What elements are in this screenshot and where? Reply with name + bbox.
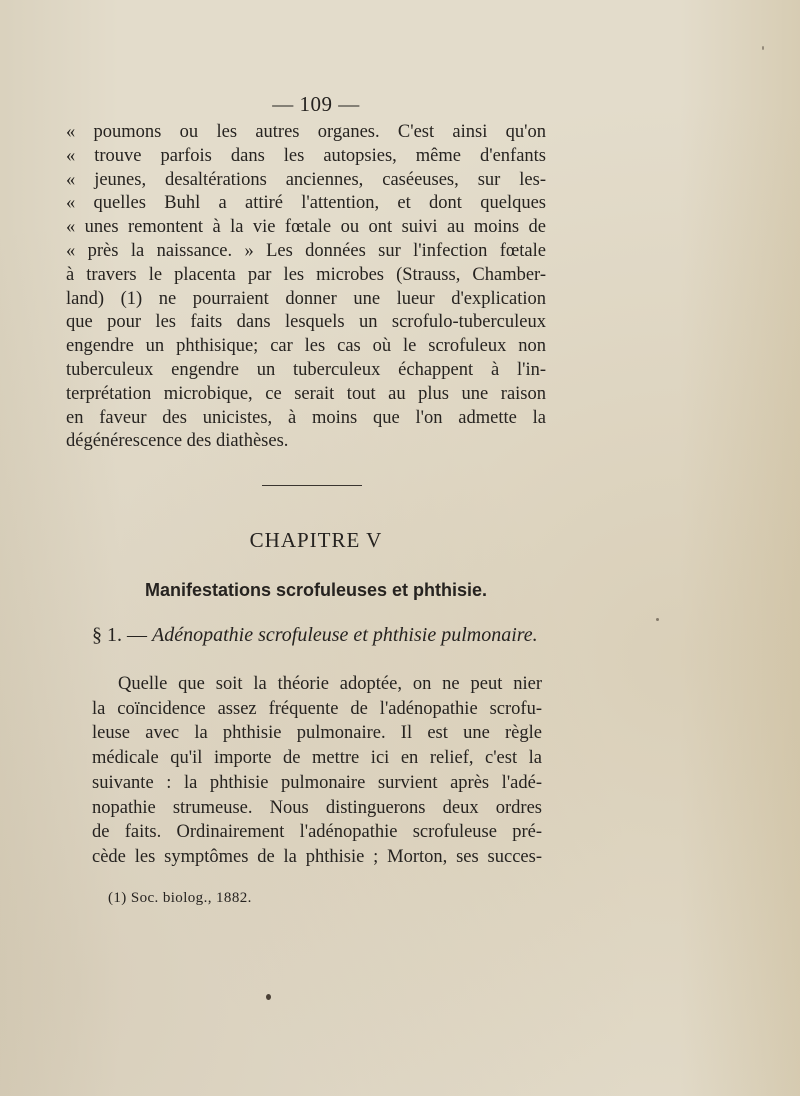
text-line: médicale qu'il importe de mettre ici en relief, c'est la [92,748,542,769]
section-divider-rule [262,485,362,486]
text-line: nopathie strumeuse. Nous distinguerons deux ordres [92,797,542,818]
paper-speck [266,994,271,1000]
text-line: Quelle que soit la théorie adoptée, on ne peut nier [118,674,542,694]
paper-speck [762,46,764,50]
text-line: engendre un phthisique; car les cas où le scrofuleux non [66,336,546,357]
chapter-heading: CHAPITRE V [249,528,383,552]
footnote: (1) Soc. biolog., 1882. [108,890,252,906]
page-number: — 109 — [272,92,360,116]
text-line: « trouve parfois dans les autopsies, même d'enfants [66,145,546,166]
text-line: suivante : la phthisie pulmonaire survient après l'adé- [92,772,542,793]
section-heading [92,624,562,647]
paper-speck [656,618,659,621]
text-line: « poumons ou les autres organes. C'est ainsi qu'on [66,122,546,142]
text-line: cède les symptômes de la phthisie ; Morton, ses succes- [92,846,542,867]
text-line: que pour les faits dans lesquels un scrofulo-tuberculeux [66,312,546,333]
chapter-subtitle: Manifestations scrofuleuses et phthisie. [144,580,488,600]
text-line: à travers le placenta par les microbes (Strauss, Chamber- [66,264,546,285]
text-line: « unes remontent à la vie fœtale ou ont suivi au moins de [66,217,546,238]
section-title: Adénopathie scrofuleuse et phthisie pulmonaire. [152,624,538,646]
paragraph-adenopathie [92,672,542,870]
text-line: dégénérescence des diathèses. [66,431,289,452]
text-line: de faits. Ordinairement l'adénopathie scrofuleuse pré- [92,822,542,843]
text-line: tuberculeux engendre un tuberculeux échappent à l'in- [66,359,546,380]
text-line: « près la naissance. » Les données sur l'infection fœtale [66,240,546,261]
text-line: la coïncidence assez fréquente de l'adénopathie scrofu- [92,698,542,719]
text-line: terprétation microbique, ce serait tout au plus une raison [66,383,546,404]
text-line: en faveur des unicistes, à moins que l'on admette la [66,407,546,428]
text-line: « jeunes, desaltérations anciennes, caséeuses, sur les- [66,169,546,190]
text-line: land) (1) ne pourraient donner une lueur d'explication [66,288,546,309]
text-line: « quelles Buhl a attiré l'attention, et dont quelques [66,193,546,214]
text-line: leuse avec la phthisie pulmonaire. Il est une règle [92,723,542,744]
section-number: § 1. — [92,624,152,646]
paragraph-quotation-continuation [66,121,546,454]
